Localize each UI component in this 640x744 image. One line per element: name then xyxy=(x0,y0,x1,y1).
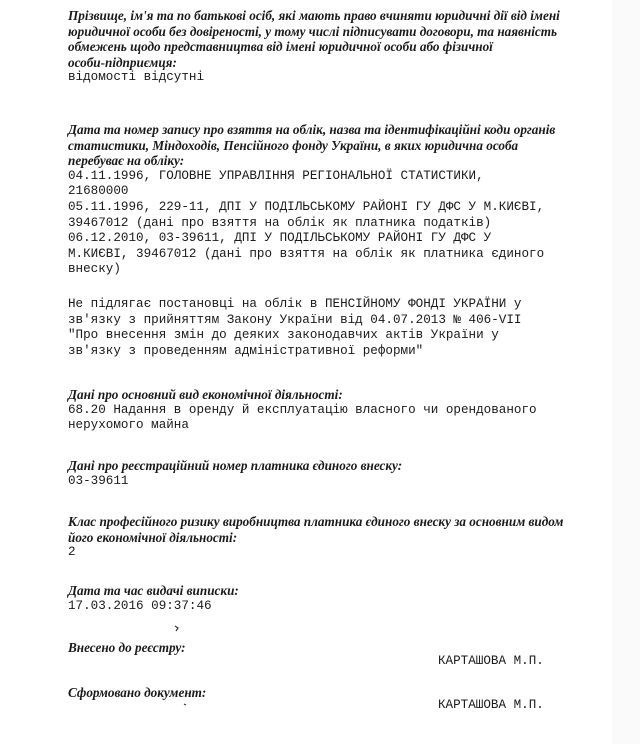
registration-value-line: внеску) xyxy=(68,262,121,277)
registration-value-line: 39467012 (дані про взяття на облік як платника податків) xyxy=(68,215,492,230)
pen-mark xyxy=(175,626,178,631)
representatives-value: відомості відсутні xyxy=(68,70,205,85)
entered-register-name: КАРТАШОВА М.П. xyxy=(438,654,544,668)
registration-value-line: 05.11.1996, 229-11, ДПІ У ПОДІЛЬСЬКОМУ РАЙОНІ ГУ ДФС У М.КИЄВІ, xyxy=(68,199,545,214)
risk-class-value: 2 xyxy=(68,545,76,560)
formed-document-name: КАРТАШОВА М.П. xyxy=(438,698,544,712)
formed-document-label: Сформовано документ: xyxy=(68,685,207,700)
registration-label-line: Дата та номер запису про взяття на облік, назва та ідентифікаційні коди органів xyxy=(68,122,556,137)
pension-note-line: "Про внесення змін до деяких законодавчих актів України у xyxy=(68,328,499,343)
registration-value-line: 06.12.2010, 03-39611, ДПІ У ПОДІЛЬСЬКОМУ РАЙОНІ ГУ ДФС У xyxy=(68,231,492,246)
activity-label: Дані про основний вид економічної діяльності: xyxy=(68,387,343,402)
representatives-label-line: юридичної особи без довіреності, у тому числі підписувати договори, та наявність xyxy=(68,23,558,39)
representatives-section xyxy=(68,8,578,86)
registration-section xyxy=(68,122,578,278)
activity-value-line: нерухомого майна xyxy=(68,418,189,433)
issue-date-section xyxy=(68,583,578,614)
representatives-label-line: обмежень щодо представництва від імені юридичної особи або фізичної xyxy=(68,39,493,55)
registration-label-line: перебуває на обліку: xyxy=(68,153,185,169)
issue-date-value: 17.03.2016 09:37:46 xyxy=(68,598,212,613)
activity-value-line: 68.20 Надання в оренду й експлуатацію власного чи орендованого xyxy=(68,402,537,417)
scan-edge-shade xyxy=(612,0,640,744)
registration-value-line: 04.11.1996, ГОЛОВНЕ УПРАВЛІННЯ РЕГІОНАЛЬНОЇ СТАТИСТИКИ, xyxy=(68,168,484,183)
payer-number-label: Дані про реєстраційний номер платника єдиного внеску: xyxy=(68,458,403,473)
representatives-label-line: Прізвище, ім'я та по батькові осіб, які мають право вчиняти юридичні дії від імені xyxy=(68,8,560,23)
representatives-label-line: особи-підприємця: xyxy=(68,54,177,70)
risk-class-label-line: Клас професійного ризику виробництва платника єдиного внеску за основним видом xyxy=(68,514,564,529)
payer-number-section xyxy=(68,458,578,489)
issue-date-label: Дата та час видачі виписки: xyxy=(68,583,239,598)
pen-mark xyxy=(184,704,186,705)
pension-note-line: зв'язку з прийняттям Закону України від 04.07.2013 № 406-VII xyxy=(68,312,522,327)
pension-note-line: Не підлягає постановці на облік в ПЕНСІЙНОМУ ФОНДІ УКРАЇНИ у xyxy=(68,297,522,311)
pension-note-line: зв'язку з проведенням адміністративної реформи" xyxy=(68,343,424,358)
payer-number-value: 03-39611 xyxy=(68,473,129,488)
pension-note-section xyxy=(68,297,578,359)
activity-section xyxy=(68,387,578,434)
risk-class-section xyxy=(68,514,578,561)
registration-value-line: 21680000 xyxy=(68,184,129,199)
risk-class-label-line: його економічної діяльності: xyxy=(68,529,238,545)
entered-register-label: Внесено до реєстру: xyxy=(68,640,186,655)
registration-label-line: статистики, Міндоходів, Пенсійного фонду України, в яких юридична особа xyxy=(68,137,519,153)
registration-value-line: М.КИЄВІ, 39467012 (дані про взяття на облік як платника єдиного xyxy=(68,246,545,261)
